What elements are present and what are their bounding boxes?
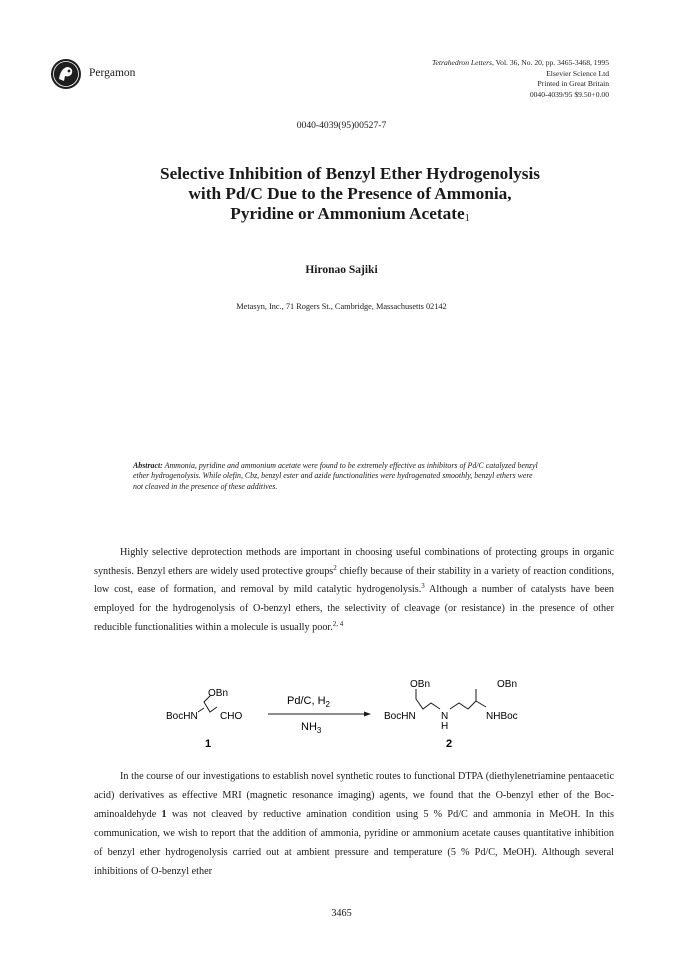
compound-2-left-bonds	[416, 689, 440, 709]
obn-label-2a: OBn	[410, 679, 431, 690]
paragraph-investigation	[94, 768, 614, 881]
title-line-2: with Pd/C Due to the Presence of Ammonia,	[188, 184, 512, 203]
p1-text-1: Highly selective deprotection methods are important in choosing useful combinations of protecting groups in organic synthesis. Benzyl ethers are widely used protective groups	[94, 547, 614, 577]
journal-info	[432, 58, 609, 100]
arrow-head-icon	[364, 712, 371, 717]
ref-2: 2	[333, 563, 337, 572]
title-footnote-mark: 1	[464, 213, 470, 224]
compound-2-bond-end	[476, 701, 486, 707]
abstract	[133, 461, 544, 492]
cho-label: CHO	[220, 711, 243, 722]
page-number: 3465	[331, 908, 352, 919]
article-id: 0040-4039(95)00527-7	[296, 120, 387, 131]
compound-1-bond-left	[198, 708, 204, 712]
bochn-label-2: BocHN	[384, 711, 416, 722]
abstract-label: Abstract:	[133, 461, 163, 470]
article-title	[60, 164, 640, 229]
bochn-label-1: BocHN	[166, 711, 198, 722]
title-line-1: Selective Inhibition of Benzyl Ether Hydrogenolysis	[159, 164, 541, 183]
ref-2-4: 2, 4	[332, 619, 344, 628]
compound-2-right-bonds	[450, 689, 476, 709]
pergamon-logo-icon	[50, 58, 82, 90]
journal-citation	[432, 58, 609, 69]
ref-3: 3	[421, 582, 425, 591]
printed-line: Printed in Great Britain	[537, 79, 609, 89]
author-name: Hironao Sajiki	[305, 264, 378, 276]
obn-label-2b: OBn	[497, 679, 518, 690]
conditions-bottom	[301, 721, 322, 735]
h2-subscript: 2	[325, 700, 330, 709]
publisher-line: Elsevier Science Ltd	[546, 68, 609, 78]
p2-text-2: was not cleaved by reductive amination condition using 5 % Pd/C and ammonia in MeOH. In this communication, we wish to report that the addition of ammonia, pyridine or ammonium acetate causes quantitative inhibition of benzyl ether hydrogenolysis carried out at ambient pressure and temperature (5 % Pd/C, MeOH). Although several inhibitions of O-benzyl ether	[94, 808, 615, 877]
compound-label-2: 2	[446, 738, 453, 750]
paragraph-intro	[94, 544, 614, 638]
affiliation: Metasyn, Inc., 71 Rogers St., Cambridge, Massachusetts 02142	[236, 302, 447, 311]
publisher-name: Pergamon	[89, 67, 136, 79]
journal-volume: , Vol. 36, No. 20, pp. 3465-3468, 1995	[491, 58, 609, 67]
p1-text-2: chiefly because of their stability in a variety of reaction conditions, low cost, ease of formation, and removal by mild catalytic hydrogenolysis.	[94, 565, 614, 596]
abstract-text: Ammonia, pyridine and ammonium acetate were found to be extremely effective as inhibitors of Pd/C catalyzed benzyl ether hydrogenolysis. While olefin, Cbz, benzyl ester and azide functionalities were hydrogenated smoothly, benzyl ethers were not cleaved in the presence of these additives.	[133, 461, 538, 491]
n-label: N	[441, 711, 449, 722]
conditions-bottom-text: NH	[301, 721, 317, 733]
journal-name: Tetrahedron Letters	[432, 58, 492, 67]
compound-label-1: 1	[205, 738, 212, 750]
reaction-scheme	[150, 668, 550, 763]
conditions-top-text: Pd/C, H	[287, 695, 326, 707]
issn-price-line: 0040-4039/95 $9.50+0.00	[529, 89, 609, 99]
nh3-subscript: 3	[316, 726, 322, 735]
p2-text-1: In the course of our investigations to establish novel synthetic routes to functional DTPA (diethylenetriamine pentaacetic acid) derivatives as effective MRI (magnetic resonance imaging) agents, we found that the O-benzyl ether of the Boc-aminoaldehyde	[94, 771, 614, 820]
nhboc-label: NHBoc	[486, 711, 518, 722]
title-line-3	[60, 204, 640, 229]
conditions-top	[287, 695, 331, 709]
compound-ref-1: 1	[161, 808, 167, 820]
title-line-3-text: Pyridine or Ammonium Acetate	[230, 204, 465, 223]
obn-label-1: OBn	[208, 688, 229, 699]
h-label: H	[441, 721, 449, 732]
p1-text-3: Although a number of catalysts have been employed for the hydrogenolysis of O-benzyl ethers, the selectivity of cleavage (or resistance) in the presence of other reducible functionalities within a molecule is usually poor.	[94, 584, 615, 633]
